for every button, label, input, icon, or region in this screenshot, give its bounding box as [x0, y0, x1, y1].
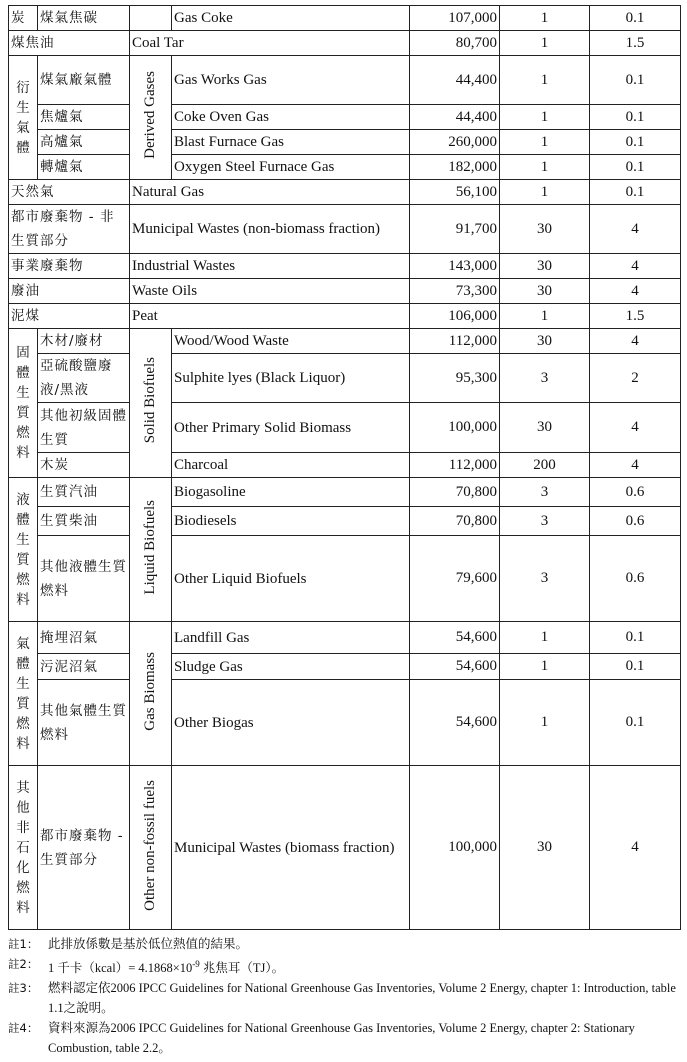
factor-2: 0.6 [590, 478, 681, 507]
heat-value: 44,400 [410, 56, 500, 105]
fuel-name-en: Coke Oven Gas [172, 105, 410, 130]
footnote [8, 978, 680, 1018]
fuel-name-zh: 轉爐氣 [38, 155, 130, 180]
table-row [9, 654, 681, 680]
factor-1: 1 [500, 130, 590, 155]
fuel-name-en: Industrial Wastes [130, 254, 410, 279]
fuel-name-en: Oxygen Steel Furnace Gas [172, 155, 410, 180]
emission-factor-table [8, 5, 681, 930]
heat-value: 79,600 [410, 536, 500, 622]
footnote-text-a: 1 千卡（kcal）= 4.1868×10 [48, 961, 193, 976]
group-label-en-text: Derived Gases [142, 71, 158, 159]
fuel-name-en: Gas Works Gas [172, 56, 410, 105]
table-row [9, 680, 681, 766]
fuel-name-zh: 煤氣焦碳 [38, 6, 130, 31]
factor-2: 0.1 [590, 155, 681, 180]
empty-cell [130, 6, 172, 31]
factor-1: 1 [500, 6, 590, 31]
table-row [9, 536, 681, 622]
footnote-label: 註2： [8, 957, 39, 971]
fuel-name-en: Landfill Gas [172, 622, 410, 654]
fuel-name-zh: 煤焦油 [9, 31, 130, 56]
fuel-name-zh: 都市廢棄物 - 生質部分 [38, 766, 130, 930]
footnote [8, 1018, 680, 1058]
fuel-name-en: Municipal Wastes (biomass fraction) [172, 766, 410, 930]
factor-1: 1 [500, 304, 590, 329]
factor-1: 30 [500, 279, 590, 304]
group-label-en-text: Gas Biomass [142, 651, 158, 731]
heat-value: 54,600 [410, 622, 500, 654]
table-row [9, 766, 681, 930]
group-label-en [130, 766, 172, 930]
fuel-name-zh: 天然氣 [9, 180, 130, 205]
group-label-zh: 其他非石化燃料 [9, 766, 38, 930]
table-row [9, 105, 681, 130]
heat-value: 70,800 [410, 507, 500, 536]
factor-1: 30 [500, 254, 590, 279]
heat-value: 91,700 [410, 205, 500, 254]
fuel-name-en: Wood/Wood Waste [172, 329, 410, 354]
factor-1: 1 [500, 654, 590, 680]
factor-1: 200 [500, 453, 590, 478]
factor-1: 30 [500, 403, 590, 453]
heat-value: 56,100 [410, 180, 500, 205]
table-row [9, 478, 681, 507]
factor-2: 0.1 [590, 654, 681, 680]
factor-2: 0.6 [590, 536, 681, 622]
footnote-text: 此排放係數是基於低位熱值的結果。 [48, 937, 249, 951]
fuel-name-en: Coal Tar [130, 31, 410, 56]
footnotes [8, 934, 680, 1058]
group-label-zh: 氣體生質燃料 [9, 622, 38, 766]
heat-value: 100,000 [410, 766, 500, 930]
group-label-en-text: Other non-fossil fuels [142, 779, 158, 911]
fuel-name-zh: 其他氣體生質燃料 [38, 680, 130, 766]
table-row [9, 180, 681, 205]
heat-value: 95,300 [410, 354, 500, 403]
footnote [8, 934, 680, 954]
group-label-en [130, 329, 172, 478]
fuel-name-zh: 焦爐氣 [38, 105, 130, 130]
factor-2: 2 [590, 354, 681, 403]
table-row [9, 507, 681, 536]
fuel-name-en: Sulphite lyes (Black Liquor) [172, 354, 410, 403]
fuel-name-zh: 木炭 [38, 453, 130, 478]
heat-value: 80,700 [410, 31, 500, 56]
fuel-name-en: Natural Gas [130, 180, 410, 205]
fuel-name-zh: 煤氣廠氣體 [38, 56, 130, 105]
fuel-name-zh: 污泥沼氣 [38, 654, 130, 680]
factor-1: 30 [500, 205, 590, 254]
fuel-name-zh: 其他初級固體生質 [38, 403, 130, 453]
fuel-name-zh: 事業廢棄物 [9, 254, 130, 279]
table-row [9, 56, 681, 105]
fuel-name-zh: 亞硫酸鹽廢液/黑液 [38, 354, 130, 403]
factor-2: 1.5 [590, 31, 681, 56]
group-label-zh: 液體生質燃料 [9, 478, 38, 622]
heat-value: 143,000 [410, 254, 500, 279]
factor-1: 1 [500, 31, 590, 56]
heat-value: 100,000 [410, 403, 500, 453]
heat-value: 44,400 [410, 105, 500, 130]
footnote-superscript: -9 [192, 959, 200, 969]
fuel-name-en: Blast Furnace Gas [172, 130, 410, 155]
group-label-en [130, 56, 172, 180]
factor-1: 1 [500, 155, 590, 180]
footnote [8, 954, 680, 978]
fuel-name-zh: 高爐氣 [38, 130, 130, 155]
table-row [9, 304, 681, 329]
factor-1: 1 [500, 680, 590, 766]
table-row [9, 130, 681, 155]
category-zh: 炭 [9, 6, 38, 31]
factor-1: 3 [500, 507, 590, 536]
factor-2: 4 [590, 254, 681, 279]
fuel-name-en: Biogasoline [172, 478, 410, 507]
factor-2: 4 [590, 766, 681, 930]
fuel-name-zh: 其他液體生質燃料 [38, 536, 130, 622]
factor-2: 4 [590, 329, 681, 354]
fuel-name-zh: 木材/廢材 [38, 329, 130, 354]
factor-2: 4 [590, 403, 681, 453]
factor-1: 30 [500, 329, 590, 354]
heat-value: 112,000 [410, 329, 500, 354]
table-row [9, 403, 681, 453]
fuel-name-zh: 生質柴油 [38, 507, 130, 536]
table-row [9, 155, 681, 180]
factor-2: 0.6 [590, 507, 681, 536]
group-label-zh: 衍生氣體 [9, 56, 38, 180]
footnote-label: 註1： [8, 937, 39, 951]
factor-2: 4 [590, 453, 681, 478]
factor-1: 1 [500, 622, 590, 654]
heat-value: 260,000 [410, 130, 500, 155]
fuel-name-en: Municipal Wastes (non-biomass fraction) [130, 205, 410, 254]
group-label-en-text: Liquid Biofuels [142, 499, 158, 595]
group-label-zh: 固體生質燃料 [9, 329, 38, 478]
heat-value: 54,600 [410, 654, 500, 680]
footnote-text-b: 兆焦耳（TJ）。 [199, 961, 285, 976]
fuel-name-en: Peat [130, 304, 410, 329]
group-label-en-text: Solid Biofuels [142, 357, 158, 444]
footnote-text: 燃料認定依2006 IPCC Guidelines for National Greenhouse Gas Inventories, Volume 2 Energy, chapter 1: Introduction, table 1.1之說明。 [48, 981, 676, 1016]
fuel-name-zh: 掩埋沼氣 [38, 622, 130, 654]
fuel-name-zh: 泥煤 [9, 304, 130, 329]
factor-2: 0.1 [590, 6, 681, 31]
factor-2: 0.1 [590, 622, 681, 654]
table-row [9, 329, 681, 354]
factor-2: 0.1 [590, 680, 681, 766]
fuel-name-zh: 廢油 [9, 279, 130, 304]
fuel-name-zh: 生質汽油 [38, 478, 130, 507]
heat-value: 112,000 [410, 453, 500, 478]
fuel-name-en: Charcoal [172, 453, 410, 478]
footnote-label: 註4： [8, 1021, 39, 1036]
footnote-text [48, 954, 680, 978]
heat-value: 107,000 [410, 6, 500, 31]
fuel-name-en: Other Biogas [172, 680, 410, 766]
group-label-en [130, 622, 172, 766]
fuel-name-en: Biodiesels [172, 507, 410, 536]
table-row [9, 453, 681, 478]
factor-1: 3 [500, 354, 590, 403]
heat-value: 70,800 [410, 478, 500, 507]
table-row [9, 31, 681, 56]
factor-2: 0.1 [590, 130, 681, 155]
factor-1: 30 [500, 766, 590, 930]
footnote-text: 資料來源為2006 IPCC Guidelines for National Greenhouse Gas Inventories, Volume 2 Energy, chapter 2: Stationary Combustion, table 2.2。 [48, 1021, 635, 1056]
factor-2: 0.1 [590, 56, 681, 105]
factor-2: 0.1 [590, 180, 681, 205]
heat-value: 106,000 [410, 304, 500, 329]
table-row [9, 6, 681, 31]
factor-2: 4 [590, 279, 681, 304]
factor-2: 1.5 [590, 304, 681, 329]
factor-1: 1 [500, 56, 590, 105]
factor-1: 3 [500, 536, 590, 622]
factor-1: 1 [500, 105, 590, 130]
fuel-name-en: Waste Oils [130, 279, 410, 304]
factor-1: 3 [500, 478, 590, 507]
footnote-label: 註3： [8, 981, 39, 996]
fuel-name-en: Other Primary Solid Biomass [172, 403, 410, 453]
group-label-en [130, 478, 172, 622]
heat-value: 73,300 [410, 279, 500, 304]
table-row [9, 205, 681, 254]
factor-2: 4 [590, 205, 681, 254]
heat-value: 182,000 [410, 155, 500, 180]
factor-2: 0.1 [590, 105, 681, 130]
factor-1: 1 [500, 180, 590, 205]
table-row [9, 279, 681, 304]
fuel-name-en: Gas Coke [172, 6, 410, 31]
table-row [9, 254, 681, 279]
heat-value: 54,600 [410, 680, 500, 766]
fuel-name-en: Other Liquid Biofuels [172, 536, 410, 622]
fuel-name-en: Sludge Gas [172, 654, 410, 680]
table-row [9, 354, 681, 403]
table-row [9, 622, 681, 654]
fuel-name-zh: 都市廢棄物 - 非生質部分 [9, 205, 130, 254]
